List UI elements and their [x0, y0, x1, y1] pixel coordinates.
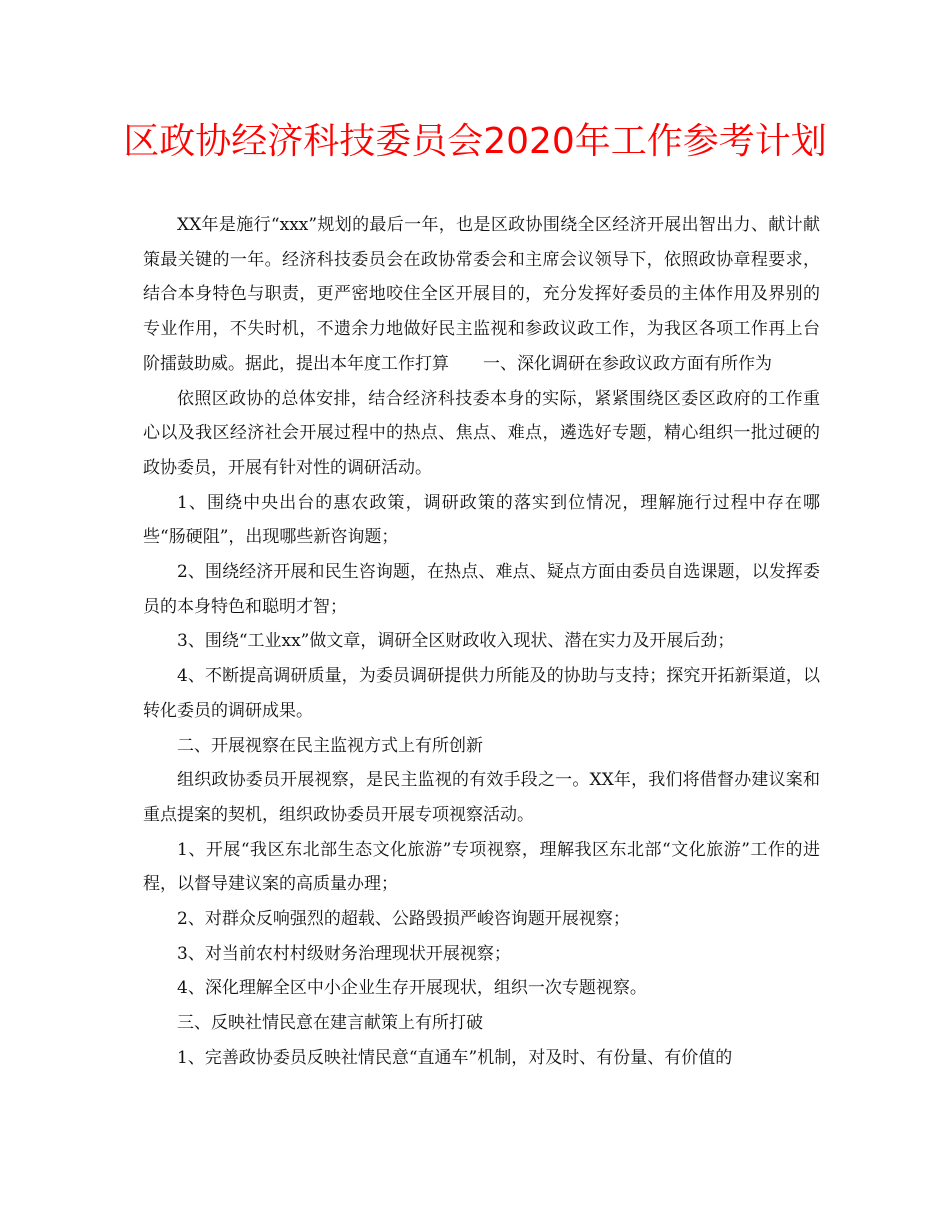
section-heading: 三、反映社情民意在建言献策上有所打破 [177, 1013, 483, 1034]
paragraph-intro: XX年是施行“xxx”规划的最后一年，也是区政协围绕全区经济开展出智出力、献计献策最关键的一年。经济科技委员会在政协常委会和主席会议领导下，依照政协章程要求，结合本身特色与职责，更严密地咬住全区开展目的，充分发挥好委员的主体作用及界别的专业作用，不失时机，不遗余力地做好民主监视和参政议政工作，为我区各项工作再上台阶擂鼓助威。据此，提出本年度工作打算 一、深化调研在参政议政方面有所作为 [143, 215, 820, 374]
section-heading: 二、开展视察在民主监视方式上有所创新 [177, 735, 483, 756]
list-item: 4、深化理解全区中小企业生存开展现状，组织一次专题视察。 [177, 978, 647, 999]
paragraph: 依照区政协的总体安排，结合经济科技委本身的实际，紧紧围绕区委区政府的工作重心以及我区经济社会开展过程中的热点、焦点、难点，遴选好专题，精心组织一批过硬的政协委员，开展有针对性的调研活动。 [143, 388, 820, 478]
document-title: 区政协经济科技委员会2020年工作参考计划 [123, 121, 827, 162]
list-item: 1、围绕中央出台的惠农政策，调研政策的落实到位情况，理解施行过程中存在哪些“肠硬阻”，出现哪些新咨询题； [143, 492, 820, 548]
list-item: 2、围绕经济开展和民生咨询题，在热点、难点、疑点方面由委员自选课题，以发挥委员的本身特色和聪明才智； [143, 562, 820, 617]
document-body [143, 208, 820, 1076]
list-item: 3、对当前农村村级财务治理现状开展视察； [177, 943, 511, 964]
list-item: 1、完善政协委员反映社情民意“直通车”机制，对及时、有份量、有价值的 [177, 1047, 733, 1068]
list-item: 3、围绕“工业xx”做文章，调研全区财政收入现状、潜在实力及开展后劲； [177, 631, 735, 652]
list-item: 2、对群众反响强烈的超载、公路毁损严峻咨询题开展视察； [177, 909, 630, 930]
list-item: 1、开展“我区东北部生态文化旅游”专项视察，理解我区东北部“文化旅游”工作的进程，以督导建议案的高质量办理； [143, 839, 820, 895]
paragraph: 组织政协委员开展视察，是民主监视的有效手段之一。XX年，我们将借督办建议案和重点提案的契机，组织政协委员开展专项视察活动。 [143, 770, 820, 825]
list-item: 4、不断提高调研质量，为委员调研提供力所能及的协助与支持；探究开拓新渠道，以转化委员的调研成果。 [143, 666, 820, 721]
